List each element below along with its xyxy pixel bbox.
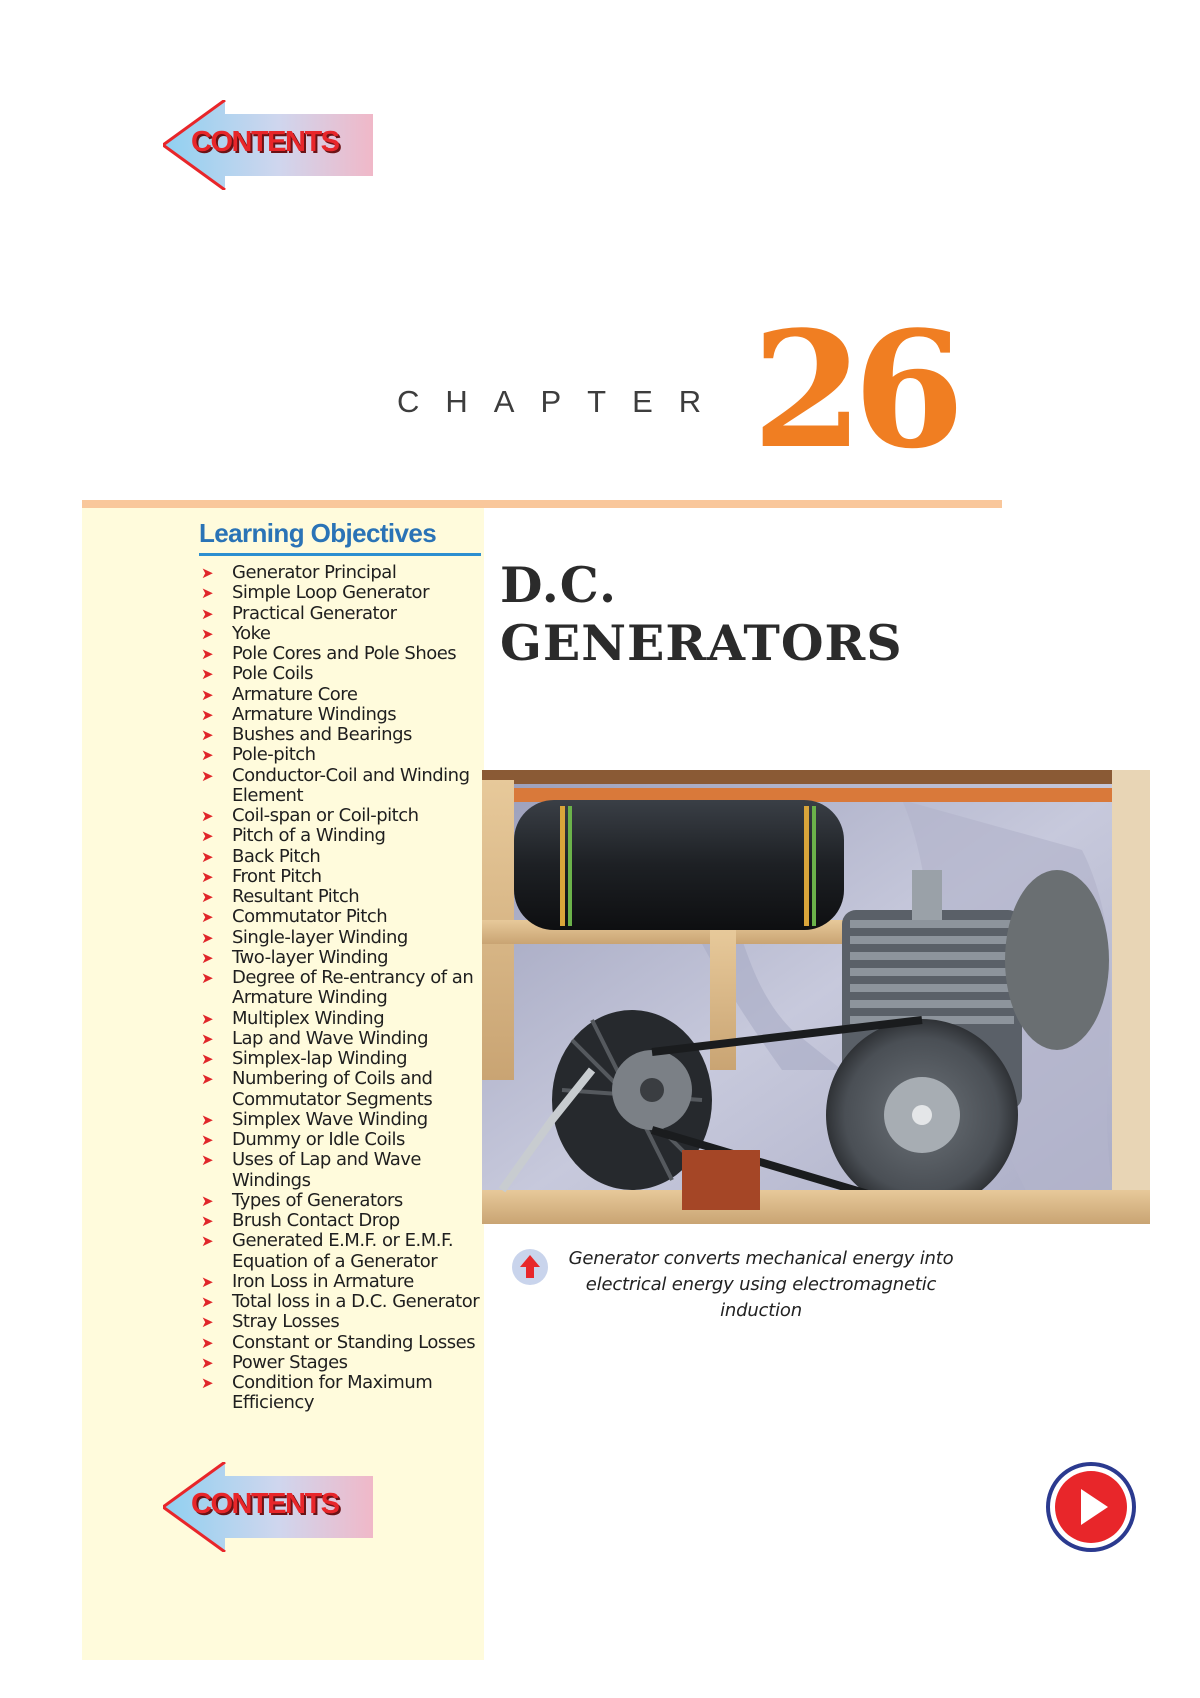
learning-objective-item bbox=[199, 1272, 484, 1292]
learning-objective-item bbox=[199, 968, 484, 1009]
learning-objective-item bbox=[199, 1150, 484, 1191]
learning-objective-text: Pole-pitch bbox=[232, 744, 316, 766]
learning-objective-item bbox=[199, 563, 484, 583]
learning-objective-text: Resultant Pitch bbox=[232, 886, 360, 907]
learning-objective-text: Armature Windings bbox=[232, 703, 397, 725]
learning-objective-item bbox=[199, 745, 484, 765]
up-arrow-icon bbox=[511, 1248, 549, 1286]
learning-objective-item bbox=[199, 766, 484, 807]
learning-objective-item bbox=[199, 948, 484, 968]
learning-objectives-underline bbox=[199, 553, 481, 556]
learning-objective-text: Simple Loop Generator bbox=[232, 582, 429, 604]
arrowhead-bullet-icon: ➤ bbox=[201, 847, 214, 866]
learning-objective-text: Coil-span or Coil-pitch bbox=[232, 805, 419, 826]
learning-objective-item bbox=[199, 1312, 484, 1332]
arrowhead-bullet-icon: ➤ bbox=[201, 1333, 214, 1352]
arrowhead-bullet-icon: ➤ bbox=[201, 1272, 214, 1291]
learning-objective-text: Generated E.M.F. or E.M.F. Equation of a Generator bbox=[232, 1230, 454, 1272]
learning-objective-text: Constant or Standing Losses bbox=[232, 1331, 476, 1353]
learning-objective-text: Practical Generator bbox=[232, 602, 397, 624]
contents-label: CONTENTS bbox=[191, 126, 339, 158]
next-page-button[interactable] bbox=[1046, 1462, 1136, 1552]
chapter-number: 26 bbox=[752, 296, 955, 484]
learning-objective-item bbox=[199, 1110, 484, 1130]
learning-objective-text: Pole Cores and Pole Shoes bbox=[232, 643, 457, 664]
contents-button-top[interactable] bbox=[163, 100, 373, 190]
learning-objective-item bbox=[199, 604, 484, 624]
learning-objective-item bbox=[199, 1211, 484, 1231]
learning-objective-item bbox=[199, 1191, 484, 1211]
learning-objective-text: Simplex-lap Winding bbox=[232, 1048, 408, 1069]
arrowhead-bullet-icon: ➤ bbox=[201, 726, 214, 744]
chapter-word: CHAPTER bbox=[397, 384, 728, 419]
arrowhead-bullet-icon: ➤ bbox=[201, 908, 214, 927]
learning-objective-item bbox=[199, 624, 484, 644]
learning-objective-item bbox=[199, 1292, 484, 1312]
learning-objective-item bbox=[199, 1333, 484, 1353]
contents-label: CONTENTS bbox=[191, 1488, 339, 1520]
learning-objective-item bbox=[199, 826, 484, 846]
arrowhead-bullet-icon: ➤ bbox=[201, 645, 214, 663]
arrowhead-bullet-icon: ➤ bbox=[201, 807, 214, 825]
learning-objective-text: Back Pitch bbox=[232, 845, 321, 867]
learning-objective-text: Conductor-Coil and Winding Element bbox=[232, 764, 470, 806]
learning-objective-item bbox=[199, 1353, 484, 1373]
learning-objective-text: Power Stages bbox=[232, 1351, 348, 1373]
learning-objective-text: Pole Coils bbox=[232, 663, 313, 685]
learning-objective-item bbox=[199, 847, 484, 867]
arrowhead-bullet-icon: ➤ bbox=[201, 1050, 214, 1068]
arrowhead-bullet-icon: ➤ bbox=[201, 1131, 214, 1149]
learning-objective-text: Single-layer Winding bbox=[232, 926, 408, 948]
learning-objective-item bbox=[199, 705, 484, 725]
learning-objective-item bbox=[199, 867, 484, 887]
arrowhead-bullet-icon: ➤ bbox=[201, 969, 214, 987]
arrowhead-bullet-icon: ➤ bbox=[201, 1191, 214, 1210]
arrowhead-bullet-icon: ➤ bbox=[201, 1353, 214, 1372]
arrowhead-bullet-icon: ➤ bbox=[201, 705, 214, 724]
arrowhead-bullet-icon: ➤ bbox=[201, 766, 214, 785]
arrowhead-bullet-icon: ➤ bbox=[201, 685, 214, 704]
learning-objective-item bbox=[199, 1130, 484, 1150]
arrowhead-bullet-icon: ➤ bbox=[201, 1313, 214, 1332]
learning-objective-item bbox=[199, 664, 484, 684]
learning-objective-text: Yoke bbox=[232, 622, 271, 644]
arrowhead-bullet-icon: ➤ bbox=[201, 564, 214, 582]
learning-objective-text: Armature Core bbox=[232, 683, 358, 705]
learning-objective-text: Multiplex Winding bbox=[232, 1007, 385, 1029]
learning-objective-text: Simplex Wave Winding bbox=[232, 1108, 428, 1130]
arrowhead-bullet-icon: ➤ bbox=[201, 665, 214, 684]
learning-objective-text: Commutator Pitch bbox=[232, 906, 388, 928]
arrowhead-bullet-icon: ➤ bbox=[201, 1374, 214, 1392]
learning-objectives-list bbox=[199, 563, 484, 1414]
learning-objective-item bbox=[199, 806, 484, 826]
learning-objective-text: Stray Losses bbox=[232, 1311, 340, 1333]
arrowhead-bullet-icon: ➤ bbox=[201, 948, 214, 967]
arrowhead-bullet-icon: ➤ bbox=[201, 867, 214, 886]
learning-objective-text: Pitch of a Winding bbox=[232, 825, 386, 847]
learning-objective-text: Iron Loss in Armature bbox=[232, 1270, 414, 1292]
learning-objective-item bbox=[199, 725, 484, 745]
learning-objective-item bbox=[199, 907, 484, 927]
learning-objective-item bbox=[199, 1049, 484, 1069]
learning-objective-text: Condition for Maximum Efficiency bbox=[232, 1372, 433, 1414]
generator-illustration bbox=[482, 770, 1150, 1224]
arrowhead-bullet-icon: ➤ bbox=[201, 746, 214, 765]
arrowhead-bullet-icon: ➤ bbox=[201, 1110, 214, 1129]
arrowhead-bullet-icon: ➤ bbox=[201, 1232, 214, 1251]
learning-objective-text: Generator Principal bbox=[232, 562, 397, 583]
chapter-title-line-2: GENERATORS bbox=[500, 614, 903, 672]
learning-objective-text: Front Pitch bbox=[232, 865, 322, 887]
header-divider bbox=[82, 500, 1002, 508]
arrowhead-bullet-icon: ➤ bbox=[201, 604, 214, 623]
learning-objectives-heading: Learning Objectives bbox=[199, 518, 437, 548]
contents-button-bottom[interactable] bbox=[163, 1462, 373, 1552]
arrowhead-bullet-icon: ➤ bbox=[201, 888, 214, 906]
learning-objective-item bbox=[199, 685, 484, 705]
arrowhead-bullet-icon: ➤ bbox=[201, 1293, 214, 1311]
arrowhead-bullet-icon: ➤ bbox=[201, 1009, 214, 1028]
learning-objective-text: Lap and Wave Winding bbox=[232, 1027, 428, 1049]
learning-objective-text: Brush Contact Drop bbox=[232, 1210, 400, 1231]
generator-photo bbox=[482, 770, 1150, 1224]
learning-objective-item bbox=[199, 928, 484, 948]
photo-caption: Generator converts mechanical energy into electrical energy using electromagnetic induction bbox=[568, 1248, 954, 1321]
chapter-title bbox=[500, 556, 903, 672]
learning-objective-item bbox=[199, 1231, 484, 1272]
learning-objective-text: Numbering of Coils and Commutator Segments bbox=[232, 1068, 433, 1110]
learning-objective-item bbox=[199, 1029, 484, 1049]
arrowhead-bullet-icon: ➤ bbox=[201, 1029, 214, 1048]
learning-objective-text: Bushes and Bearings bbox=[232, 724, 412, 745]
learning-objective-text: Total loss in a D.C. Generator bbox=[232, 1291, 480, 1312]
arrowhead-bullet-icon: ➤ bbox=[201, 1151, 214, 1170]
learning-objective-text: Dummy or Idle Coils bbox=[232, 1129, 405, 1150]
arrowhead-bullet-icon: ➤ bbox=[201, 928, 214, 947]
chapter-title-line-1: D.C. bbox=[500, 556, 618, 614]
arrowhead-bullet-icon: ➤ bbox=[201, 827, 214, 846]
learning-objective-item bbox=[199, 583, 484, 603]
learning-objective-item bbox=[199, 1069, 484, 1110]
arrowhead-bullet-icon: ➤ bbox=[201, 584, 214, 603]
learning-objective-item bbox=[199, 1373, 484, 1414]
learning-objective-text: Uses of Lap and Wave Windings bbox=[232, 1149, 421, 1191]
learning-objective-item bbox=[199, 887, 484, 907]
learning-objective-text: Types of Generators bbox=[232, 1189, 403, 1211]
learning-objective-item bbox=[199, 1009, 484, 1029]
arrowhead-bullet-icon: ➤ bbox=[201, 1070, 214, 1089]
learning-objective-text: Degree of Re-entrancy of an Armature Winding bbox=[232, 967, 474, 1009]
learning-objective-text: Two-layer Winding bbox=[232, 946, 389, 968]
arrowhead-bullet-icon: ➤ bbox=[201, 1212, 214, 1230]
arrowhead-bullet-icon: ➤ bbox=[201, 624, 214, 643]
learning-objective-item bbox=[199, 644, 484, 664]
